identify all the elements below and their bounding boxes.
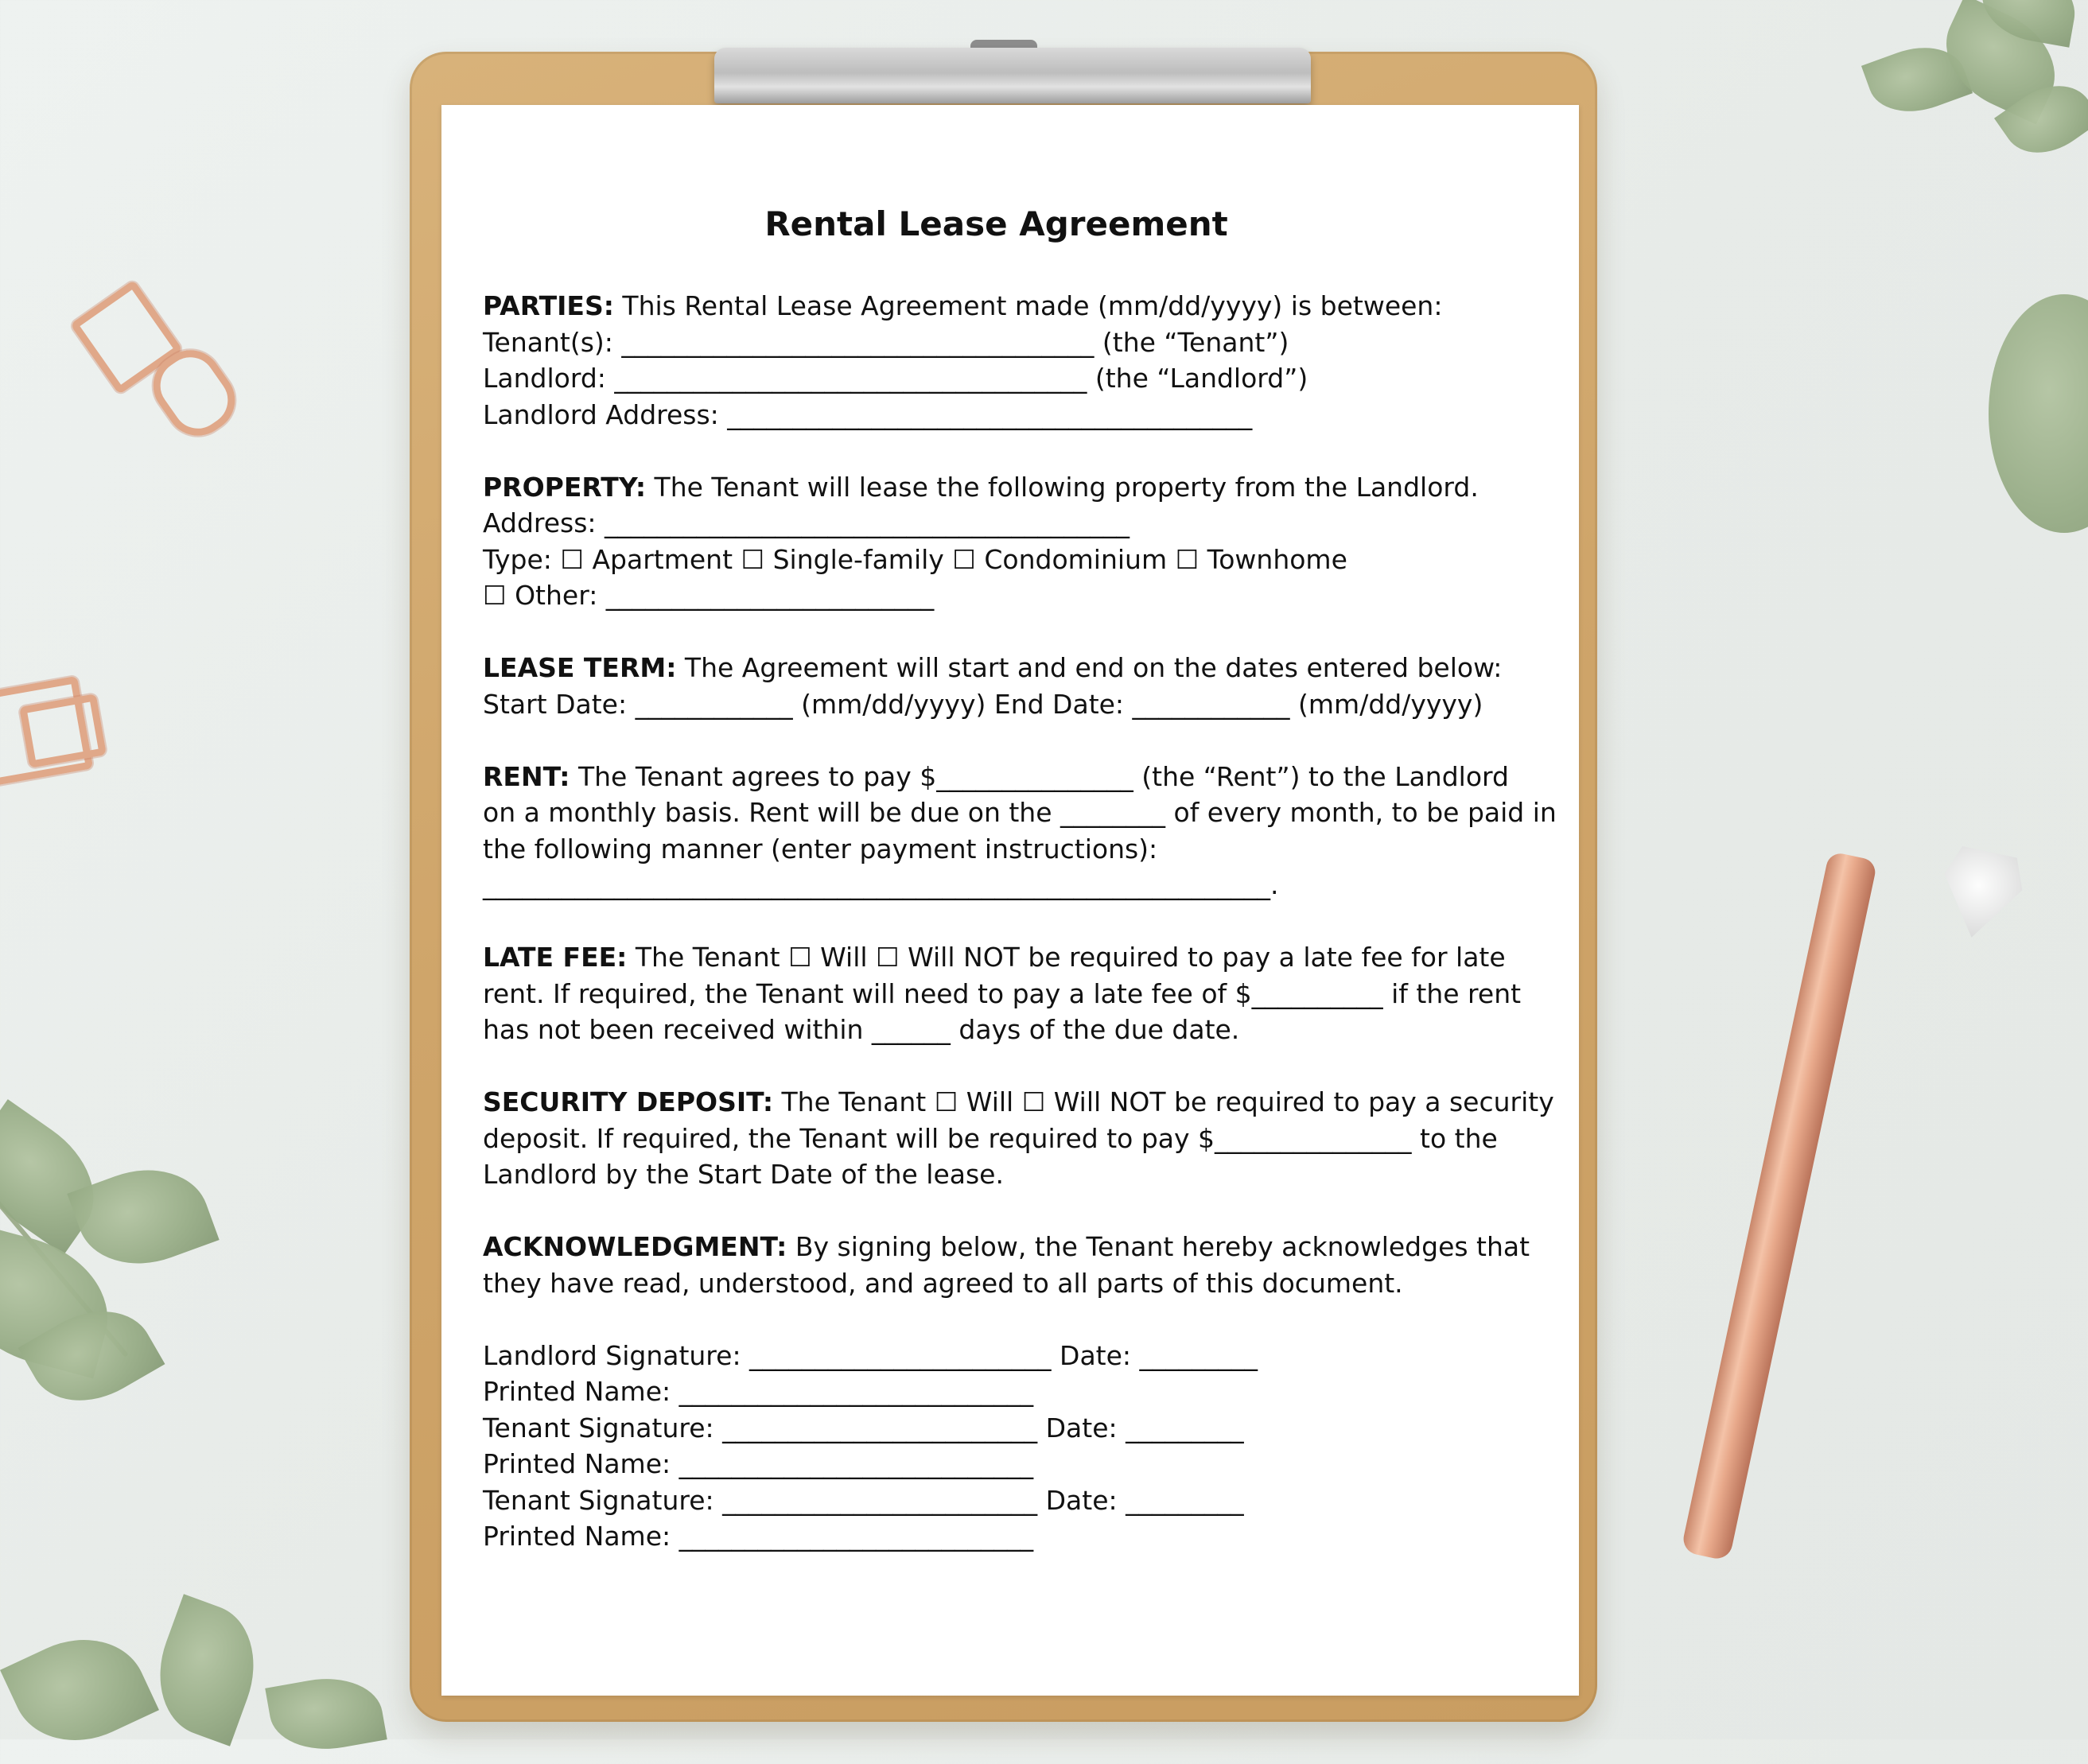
line-text: The Tenant ☐ Will ☐ Will NOT be required to pay a security bbox=[773, 1086, 1554, 1117]
document-line bbox=[483, 1482, 1541, 1519]
line-text: This Rental Lease Agreement made (mm/dd/yyyy) is between: bbox=[613, 290, 1443, 321]
line-text: Landlord Signature: _______________________ Date: _________ bbox=[483, 1339, 1258, 1371]
document-line bbox=[483, 795, 1557, 831]
document-line bbox=[483, 324, 1541, 361]
line-text: The Agreement will start and end on the dates entered below: bbox=[676, 652, 1503, 683]
section-heading: LEASE TERM: bbox=[483, 652, 677, 683]
line-text: Type: ☐ Apartment ☐ Single-family ☐ Condominium ☐ Townhome bbox=[483, 543, 1347, 575]
paragraph-gap bbox=[483, 1193, 1541, 1230]
line-text: Landlord: ____________________________________ (the “Landlord”) bbox=[483, 363, 1308, 394]
pen-body bbox=[1681, 851, 1878, 1561]
document-line bbox=[483, 1121, 1541, 1157]
document-line bbox=[483, 1374, 1541, 1410]
section-heading: ACKNOWLEDGMENT: bbox=[483, 1231, 787, 1262]
document-body bbox=[483, 288, 1557, 1555]
document-line bbox=[483, 831, 1541, 868]
line-text: Address: ________________________________________ bbox=[483, 507, 1130, 538]
document-line bbox=[483, 650, 1541, 686]
paragraph-gap bbox=[483, 433, 1541, 469]
line-text: ☐ Other: _________________________ bbox=[483, 580, 935, 611]
line-text: Landlord by the Start Date of the lease. bbox=[483, 1159, 1004, 1190]
line-text: Printed Name: ___________________________ bbox=[483, 1521, 1034, 1552]
document-line bbox=[483, 939, 1541, 976]
pen-gem bbox=[1933, 844, 2029, 946]
document-line bbox=[483, 686, 1541, 723]
document-line bbox=[483, 1518, 1541, 1555]
document-line bbox=[483, 1410, 1541, 1447]
document-line bbox=[483, 1156, 1541, 1193]
document-line bbox=[483, 1012, 1541, 1048]
paragraph-gap bbox=[483, 614, 1541, 651]
document-line bbox=[483, 505, 1541, 542]
section-heading: PARTIES: bbox=[483, 290, 614, 321]
section-heading: PROPERTY: bbox=[483, 471, 647, 503]
line-text: has not been received within ______ days of the due date. bbox=[483, 1014, 1240, 1045]
line-text: Landlord Address: ________________________________________ bbox=[483, 398, 1253, 430]
document-line bbox=[483, 577, 1541, 614]
paragraph-gap bbox=[483, 1048, 1541, 1085]
line-text: Start Date: ____________ (mm/dd/yyyy) End Date: ____________ (mm/dd/yyyy) bbox=[483, 688, 1483, 720]
line-text: the following manner (enter payment instructions): bbox=[483, 833, 1158, 865]
line-text: they have read, understood, and agreed to all parts of this document. bbox=[483, 1267, 1403, 1299]
paragraph-gap bbox=[483, 1301, 1541, 1338]
document-line bbox=[483, 469, 1541, 506]
line-text: The Tenant ☐ Will ☐ Will NOT be required to pay a late fee for late bbox=[627, 942, 1506, 973]
clipboard-clip bbox=[714, 48, 1311, 103]
line-text: By signing below, the Tenant hereby acknowledges that bbox=[787, 1231, 1530, 1262]
line-text: on a monthly basis. Rent will be due on the ________ of every month, to be paid in bbox=[483, 797, 1557, 828]
document-line bbox=[483, 1084, 1554, 1121]
line-text: The Tenant agrees to pay $_______________ (the “Rent”) to the Landlord bbox=[570, 760, 1509, 792]
line-text: Printed Name: ___________________________ bbox=[483, 1448, 1034, 1479]
document-line bbox=[483, 976, 1541, 1012]
document-line bbox=[483, 1446, 1541, 1482]
section-heading: RENT: bbox=[483, 760, 570, 792]
lease-document-page bbox=[441, 105, 1579, 1696]
document-title: Rental Lease Agreement bbox=[764, 204, 1228, 243]
line-text: ____________________________________________________________. bbox=[483, 869, 1279, 900]
paragraph-gap bbox=[483, 722, 1541, 759]
line-text: The Tenant will lease the following property from the Landlord. bbox=[646, 471, 1479, 503]
line-text: Tenant(s): ____________________________________ (the “Tenant”) bbox=[483, 326, 1289, 358]
document-line bbox=[483, 1229, 1541, 1265]
line-text: deposit. If required, the Tenant will be required to pay $_______________ to the bbox=[483, 1122, 1498, 1154]
paragraph-gap bbox=[483, 903, 1541, 940]
section-heading: SECURITY DEPOSIT: bbox=[483, 1086, 774, 1117]
document-line bbox=[483, 1338, 1541, 1374]
document-line bbox=[483, 867, 1541, 903]
document-line bbox=[483, 288, 1541, 324]
line-text: rent. If required, the Tenant will need to pay a late fee of $__________ if the rent bbox=[483, 977, 1522, 1009]
document-line bbox=[483, 360, 1541, 397]
line-text: Printed Name: ___________________________ bbox=[483, 1376, 1034, 1407]
document-line bbox=[483, 759, 1541, 795]
line-text: Tenant Signature: ________________________ Date: _________ bbox=[483, 1412, 1244, 1443]
line-text: Tenant Signature: ________________________ Date: _________ bbox=[483, 1484, 1244, 1516]
document-line bbox=[483, 397, 1541, 433]
section-heading: LATE FEE: bbox=[483, 942, 628, 973]
document-line bbox=[483, 542, 1541, 578]
document-line bbox=[483, 1265, 1541, 1302]
